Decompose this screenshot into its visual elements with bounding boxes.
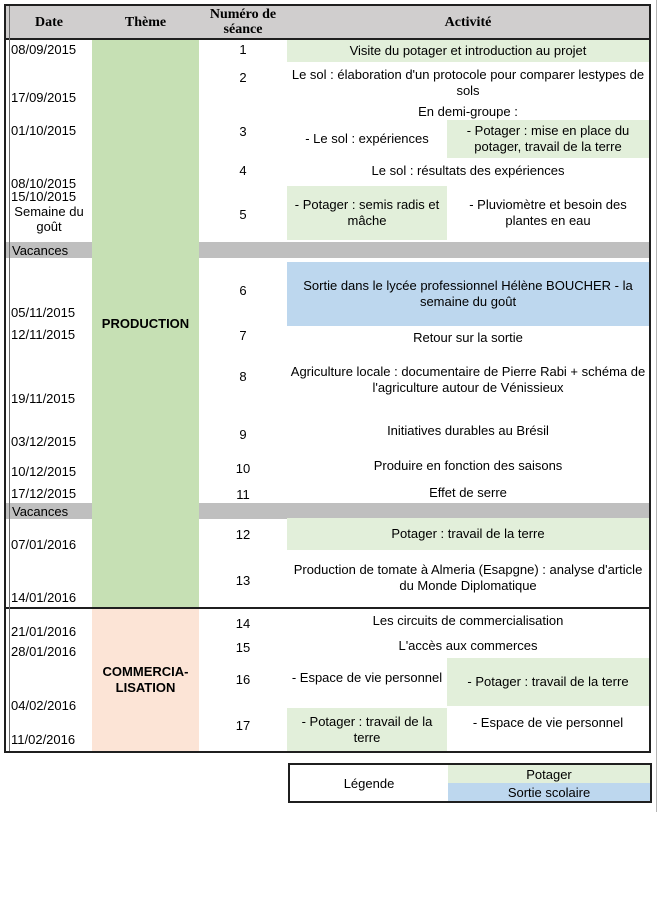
row-4-date: 08/10/2015 [11, 176, 77, 191]
row-14-date: 21/01/2016 [11, 624, 77, 639]
row-15-activity: L'accès aux commerces [398, 638, 538, 653]
row-7-seance: 7 [239, 328, 247, 343]
inner-left-hairline [9, 6, 10, 751]
row-8-seance: 8 [239, 369, 247, 384]
row-5-date-note: Semaine du goût [14, 204, 84, 234]
legend-box [288, 763, 652, 803]
row-6-date: 05/11/2015 [11, 305, 76, 320]
row-17-activity-left: - Potager : travail de la terre [287, 708, 447, 751]
row-13-seance: 13 [235, 573, 251, 588]
theme-block-commercialisation: COMMERCIA-LISATION [92, 609, 199, 751]
row-5-seance: 5 [239, 207, 247, 222]
row-14-seance: 14 [235, 616, 251, 631]
row-14-activity: Les circuits de commercialisation [372, 613, 564, 628]
row-6-activity: Sortie dans le lycée professionnel Hélène BOUCHER - la semaine du goût [287, 262, 649, 326]
row-9-date: 03/12/2015 [11, 434, 77, 449]
row-12-activity: Potager : travail de la terre [287, 518, 649, 550]
row-8-date: 19/11/2015 [11, 391, 76, 406]
row-16-activity-right: - Potager : travail de la terre [447, 658, 649, 706]
row-13-date: 14/01/2016 [11, 590, 77, 605]
row-3-activity-left: - Le sol : expériences [305, 131, 429, 146]
row-16-activity-left: - Espace de vie personnel [291, 670, 443, 685]
theme-block-production: PRODUCTION [92, 40, 199, 607]
row-3-date: 01/10/2015 [11, 123, 77, 138]
row-10-activity: Produire en fonction des saisons [373, 458, 563, 473]
row-12-seance: 12 [235, 527, 251, 542]
row-4-activity: Le sol : résultats des expériences [371, 163, 565, 178]
row-3-activity-right: - Potager : mise en place du potager, travail de la terre [447, 120, 649, 158]
column-header-seance: Numéro de séance [209, 7, 277, 37]
row-10-date: 10/12/2015 [11, 464, 77, 479]
row-2-activity: Le sol : élaboration d'un protocole pour comparer lestypes de sols [291, 67, 645, 98]
column-header-theme: Thème [124, 14, 167, 30]
page-right-edge-line [656, 0, 657, 812]
row-17-seance: 17 [235, 718, 251, 733]
row-15-seance: 15 [235, 640, 251, 655]
vacances-bar-2: Vacances [6, 503, 649, 519]
row-7-activity: Retour sur la sortie [413, 330, 523, 345]
row-8-activity: Agriculture locale : documentaire de Pierre Rabi + schéma de l'agriculture autour de Vénissieux [290, 364, 646, 395]
row-17-date: 11/02/2016 [11, 732, 76, 747]
row-17-activity-right: - Espace de vie personnel [472, 715, 624, 730]
column-header-activite: Activité [444, 14, 492, 30]
row-11-seance: 11 [236, 487, 250, 502]
column-header-date: Date [35, 14, 63, 30]
row-10-seance: 10 [235, 461, 251, 476]
row-7-date: 12/11/2015 [11, 327, 76, 342]
row-1-seance: 1 [239, 42, 247, 57]
row-3-seance: 3 [239, 124, 247, 139]
row-5-activity-right: - Pluviomètre et besoin des plantes en eau [469, 197, 627, 228]
row-2-seance: 2 [239, 70, 247, 85]
row-11-date: 17/12/2015 [11, 486, 77, 501]
row-5-activity-left: - Potager : semis radis et mâche [287, 186, 447, 240]
row-1-activity: Visite du potager et introduction au projet [287, 40, 649, 62]
row-6-seance: 6 [239, 283, 247, 298]
row-3-activity-intro: En demi-groupe : [418, 104, 518, 119]
legend-item-sortie-scolaire: Sortie scolaire [448, 783, 650, 801]
legend-title: Légende [343, 775, 395, 791]
row-12-date: 07/01/2016 [11, 537, 77, 552]
row-5-date: 15/10/2015 [11, 189, 77, 204]
row-16-date: 04/02/2016 [11, 698, 77, 713]
legend-items [448, 765, 650, 801]
row-11-activity: Effet de serre [429, 485, 507, 500]
legend-item-potager: Potager [448, 765, 650, 783]
schedule-table [4, 4, 651, 753]
row-9-activity: Initiatives durables au Brésil [387, 423, 549, 438]
row-2-date: 17/09/2015 [11, 90, 77, 105]
vacances-bar-1: Vacances [6, 242, 649, 258]
row-9-seance: 9 [239, 427, 247, 442]
row-13-activity: Production de tomate à Almeria (Esapgne) : analyse d'article du Monde Diplomatique [293, 562, 643, 593]
row-16-seance: 16 [235, 672, 251, 687]
row-4-seance: 4 [239, 163, 247, 178]
row-1-date: 08/09/2015 [11, 42, 77, 57]
section-divider [6, 607, 649, 609]
table-header-row [6, 6, 649, 40]
row-15-date: 28/01/2016 [11, 644, 77, 659]
